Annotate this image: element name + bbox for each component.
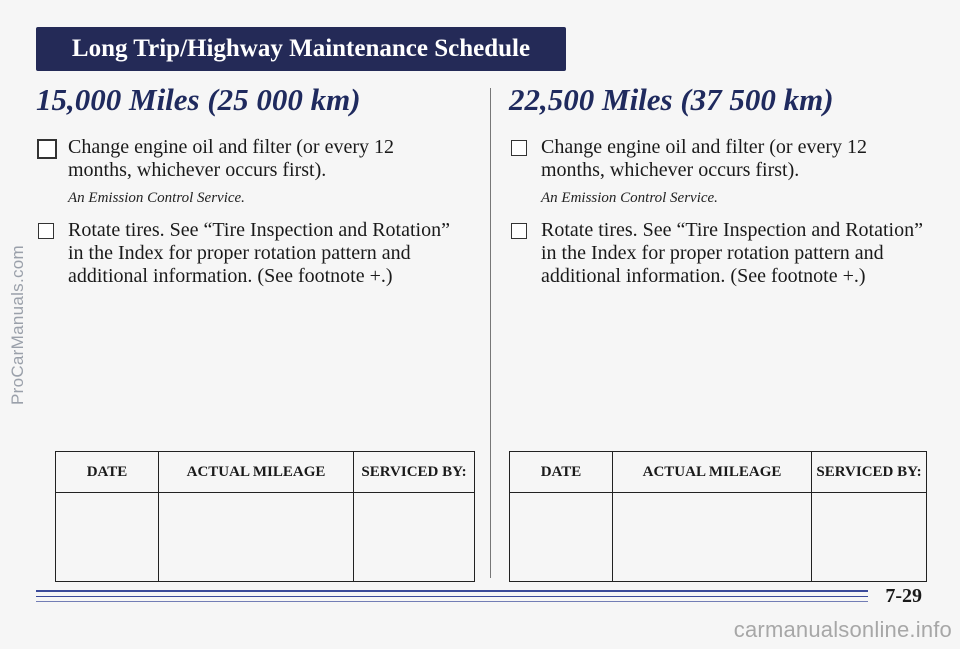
left-item-tires: [36, 219, 456, 288]
left-table-header-row: [56, 452, 475, 493]
right-column: [509, 82, 929, 296]
right-mileage-cell[interactable]: [613, 493, 812, 582]
left-item-oil: [36, 136, 456, 182]
right-item-tires: [509, 219, 929, 288]
right-date-header: DATE: [510, 452, 613, 493]
column-divider: [490, 88, 491, 578]
right-date-cell[interactable]: [510, 493, 613, 582]
page-number: 7-29: [885, 585, 922, 607]
left-table-entry-row: [56, 493, 475, 582]
section-header-title: Long Trip/Highway Maintenance Schedule: [71, 35, 531, 62]
left-tires-checkbox[interactable]: [38, 223, 54, 239]
left-oil-note: An Emission Control Service.: [68, 190, 245, 206]
right-table-header-row: [510, 452, 927, 493]
left-date-cell[interactable]: [56, 493, 159, 582]
left-tires-text: Rotate tires. See “Tire Inspection and Rotation” in the Index for proper rotation pattern and additional information. (See footnote +.): [68, 219, 450, 287]
right-table-entry-row: [510, 493, 927, 582]
left-serviced-by-header: SERVICED BY:: [354, 452, 475, 493]
left-serviced-by-cell[interactable]: [354, 493, 475, 582]
left-oil-text: Change engine oil and filter (or every 12 months, whichever occurs first).: [68, 136, 394, 181]
left-column: [36, 82, 456, 296]
right-serviced-by-cell[interactable]: [812, 493, 927, 582]
side-watermark: [0, 0, 38, 649]
right-tires-checkbox[interactable]: [511, 223, 527, 239]
left-date-header: DATE: [56, 452, 159, 493]
bottom-watermark: carmanualsonline.info: [733, 617, 952, 642]
left-mileage-cell[interactable]: [159, 493, 354, 582]
right-item-oil: [509, 136, 929, 182]
left-mileage-header: ACTUAL MILEAGE: [159, 452, 354, 493]
right-tires-text: Rotate tires. See “Tire Inspection and Rotation” in the Index for proper rotation pattern and additional information. (See footnote +.): [541, 219, 923, 287]
section-header: [36, 27, 566, 71]
footer-rule-3: [36, 601, 868, 602]
left-interval-title: 15,000 Miles (25 000 km): [36, 82, 361, 117]
side-watermark-text: ProCarManuals.com: [8, 244, 27, 406]
right-serviced-by-header: SERVICED BY:: [812, 452, 927, 493]
right-oil-text: Change engine oil and filter (or every 12 months, whichever occurs first).: [541, 136, 867, 181]
left-service-record-table: [55, 451, 475, 582]
right-interval-title: 22,500 Miles (37 500 km): [509, 82, 834, 117]
right-service-record-table: [509, 451, 927, 582]
right-oil-checkbox[interactable]: [511, 140, 527, 156]
left-oil-checkbox[interactable]: [37, 139, 57, 159]
footer-rule-2: [36, 596, 868, 597]
footer-rule-1: [36, 590, 868, 592]
right-oil-note: An Emission Control Service.: [541, 190, 718, 206]
right-mileage-header: ACTUAL MILEAGE: [613, 452, 812, 493]
